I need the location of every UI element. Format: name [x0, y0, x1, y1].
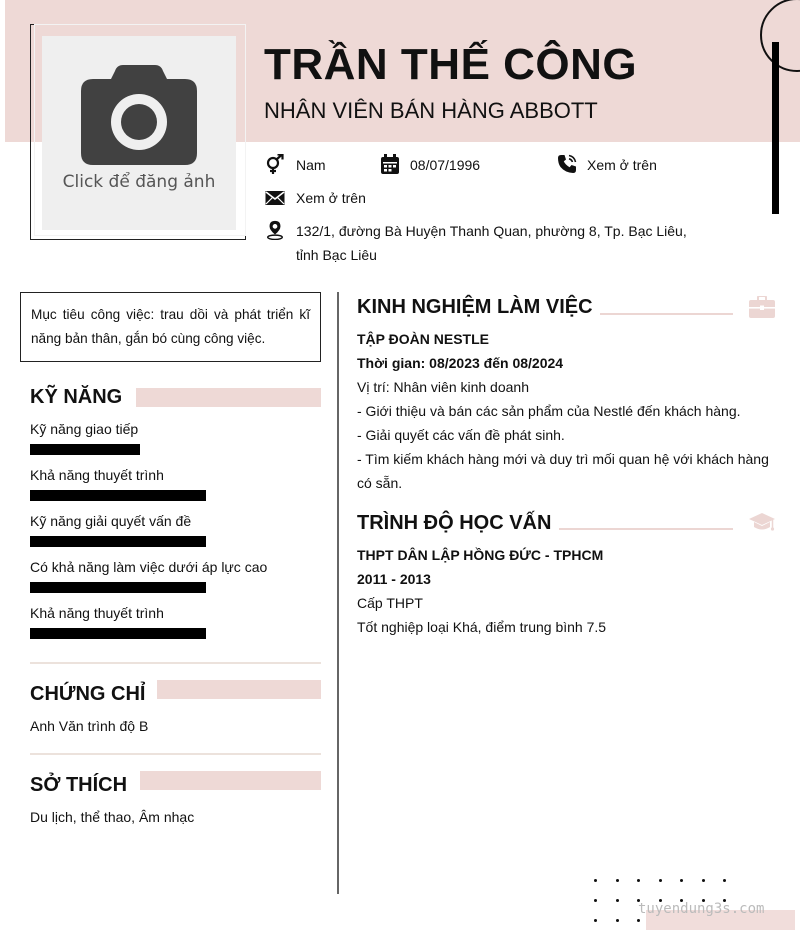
decorative-dot: [594, 899, 597, 902]
skill-label: Khả năng thuyết trình: [30, 605, 164, 621]
decorative-dot: [616, 879, 619, 882]
skills-title-bar: [136, 388, 321, 407]
birthday-value: 08/07/1996: [410, 157, 481, 173]
skill-bar: [30, 628, 206, 639]
map-pin-icon: [265, 220, 285, 240]
job-title: NHÂN VIÊN BÁN HÀNG ABBOTT: [264, 98, 598, 123]
calendar-icon: [380, 154, 400, 174]
phone-value: Xem ở trên: [587, 157, 657, 173]
column-divider: [337, 292, 339, 894]
education-level: Cấp THPT: [357, 595, 423, 611]
education-years: 2011 - 2013: [357, 571, 431, 587]
graduation-cap-icon: [749, 513, 775, 533]
certificates-title: CHỨNG CHỈ: [30, 683, 146, 705]
hobbies-title: SỞ THÍCH: [30, 774, 128, 796]
hobbies-title-bar: [140, 771, 321, 790]
skill-bar: [30, 444, 140, 455]
divider: [30, 753, 321, 755]
decorative-dot: [637, 919, 640, 922]
decorative-bar: [772, 42, 779, 214]
experience-period: Thời gian: 08/2023 đến 08/2024: [357, 355, 564, 371]
experience-duty: - Tìm kiếm khách hàng mới và duy trì mối quan hệ với khách hàng: [357, 451, 769, 467]
divider: [30, 662, 321, 664]
experience-duty: - Giải quyết các vấn đề phát sinh.: [357, 427, 565, 443]
education-result: Tốt nghiệp loại Khá, điểm trung bình 7.5: [357, 619, 607, 635]
address-line-1: 132/1, đường Bà Huyện Thanh Quan, phường 8, Tp. Bạc Liêu,: [296, 223, 687, 239]
skills-title: KỸ NĂNG: [30, 386, 123, 408]
camera-icon[interactable]: [81, 65, 197, 165]
decorative-dot: [680, 879, 683, 882]
decorative-dot: [702, 879, 705, 882]
decorative-dot: [594, 919, 597, 922]
email-value: Xem ở trên: [296, 190, 366, 206]
address-line-2: tỉnh Bạc Liêu: [296, 247, 377, 263]
decorative-dot: [616, 899, 619, 902]
skill-label: Có khả năng làm việc dưới áp lực cao: [30, 559, 268, 575]
watermark-text: tuyendung3s.com: [638, 901, 765, 917]
hobbies-text: Du lịch, thể thao, Âm nhạc: [30, 809, 195, 825]
experience-duty-continued: có sẵn.: [357, 475, 403, 491]
gender-value: Nam: [296, 157, 326, 173]
decorative-dot: [594, 879, 597, 882]
candidate-name: TRẦN THẾ CÔNG: [264, 40, 638, 89]
experience-position: Vị trí: Nhân viên kinh doanh: [357, 379, 529, 395]
decorative-dot: [616, 919, 619, 922]
experience-title: KINH NGHIỆM LÀM VIỆC: [357, 296, 593, 318]
briefcase-icon: [749, 296, 775, 318]
envelope-icon: [265, 188, 285, 208]
phone-icon: [557, 154, 577, 174]
certificates-title-bar: [157, 680, 321, 699]
photo-caption[interactable]: Click để đăng ảnh: [62, 172, 216, 192]
skill-bar: [30, 536, 206, 547]
objective-text: Mục tiêu công việc: trau dồi và phát triển kĩ năng bản thân, gắn bó cùng công việc.: [31, 307, 310, 346]
skill-label: Kỹ năng giao tiếp: [30, 421, 139, 437]
certificates-text: Anh Văn trình độ B: [30, 718, 149, 734]
experience-duty: - Giới thiệu và bán các sản phẩm của Nestlé đến khách hàng.: [357, 403, 741, 419]
experience-company: TẬP ĐOÀN NESTLE: [357, 331, 489, 347]
experience-title-line: [600, 313, 733, 315]
decorative-dot: [659, 879, 662, 882]
objective-box: [20, 292, 321, 362]
skill-bar: [30, 490, 206, 501]
skill-bar: [30, 582, 206, 593]
education-title: TRÌNH ĐỘ HỌC VẤN: [357, 512, 552, 534]
education-school: THPT DÂN LẬP HỒNG ĐỨC - TPHCM: [357, 547, 604, 563]
education-title-line: [559, 528, 733, 530]
decorative-dot: [637, 879, 640, 882]
skill-label: Khả năng thuyết trình: [30, 467, 164, 483]
gender-icon: [265, 154, 285, 174]
decorative-dot: [723, 879, 726, 882]
skill-label: Kỹ năng giải quyết vấn đề: [30, 513, 192, 529]
